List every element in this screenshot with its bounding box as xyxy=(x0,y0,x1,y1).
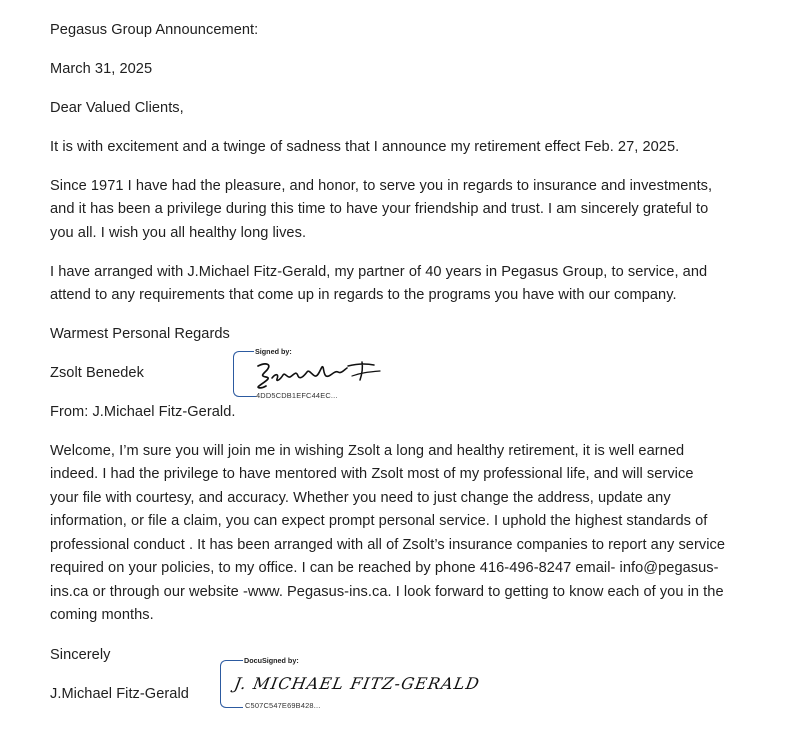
paragraph-welcome-line-4: information, or file a claim, you can expect prompt personal service. I uphold the highest standards of xyxy=(50,513,708,529)
signature-stamp-michael xyxy=(219,655,482,713)
paragraph-welcome-line-7: ins.ca or through our website -www. Pegasus-ins.ca. I look forward to getting to know each of you in the xyxy=(50,584,724,600)
handwritten-signature-michael xyxy=(232,669,482,697)
handwritten-signature-zsolt xyxy=(252,358,392,390)
paragraph-since-1971-line-2: and it has been a privilege during this time to have your friendship and trust. I am sincerely grateful to xyxy=(50,201,709,217)
paragraph-since-1971-line-1: Since 1971 I have had the pleasure, and honor, to serve you in regards to insurance and investments, xyxy=(50,178,713,194)
paragraph-welcome-line-5: professional conduct . It has been arranged with all of Zsolt’s insurance companies to report any service xyxy=(50,537,726,553)
signer-name-michael: J.Michael Fitz-Gerald xyxy=(50,686,189,702)
paragraph-welcome-line-3: your file with courtesy, and accuracy. Whether you need to just change the address, update any xyxy=(50,490,671,506)
stamp-id: 4DD5CDB1EFC44EC... xyxy=(256,391,338,400)
paragraph-since-1971-line-3: you all. I wish you all healthy long lives. xyxy=(50,225,307,241)
from-line: From: J.Michael Fitz-Gerald. xyxy=(50,404,236,420)
stamp-label: Signed by: xyxy=(255,347,292,356)
paragraph-welcome-line-2: indeed. I had the privilege to have mentored with Zsolt most of my professional life, and will service xyxy=(50,466,694,482)
paragraph-arranged-line-1: I have arranged with J.Michael Fitz-Gerald, my partner of 40 years in Pegasus Group, to service, and xyxy=(50,264,708,280)
paragraph-welcome-line-8: coming months. xyxy=(50,607,154,623)
signer-name-zsolt: Zsolt Benedek xyxy=(50,365,144,381)
paragraph-welcome-line-6: required on your policies, to my office. I can be reached by phone 416-496-8247 email- info@pegasus- xyxy=(50,560,719,576)
stamp-id: C507C547E69B428... xyxy=(245,701,321,710)
stamp-label: DocuSigned by: xyxy=(244,656,299,665)
paragraph-arranged-line-2: attend to any requirements that come up in regards to the programs you have with our company. xyxy=(50,287,677,303)
paragraph-welcome-line-1: Welcome, I’m sure you will join me in wishing Zsolt a long and healthy retirement, it is well earned xyxy=(50,443,685,459)
announcement-header: Pegasus Group Announcement: xyxy=(50,22,259,38)
signature-name-text: J. MICHAEL FITZ-GERALD xyxy=(232,674,482,693)
closing-regards: Warmest Personal Regards xyxy=(50,326,230,342)
letter-date: March 31, 2025 xyxy=(50,61,153,77)
closing-sincerely: Sincerely xyxy=(50,647,111,663)
signature-stamp-zsolt xyxy=(232,346,402,402)
paragraph-retirement: It is with excitement and a twinge of sadness that I announce my retirement effect Feb. 27, 2025. xyxy=(50,139,680,155)
greeting: Dear Valued Clients, xyxy=(50,100,184,116)
